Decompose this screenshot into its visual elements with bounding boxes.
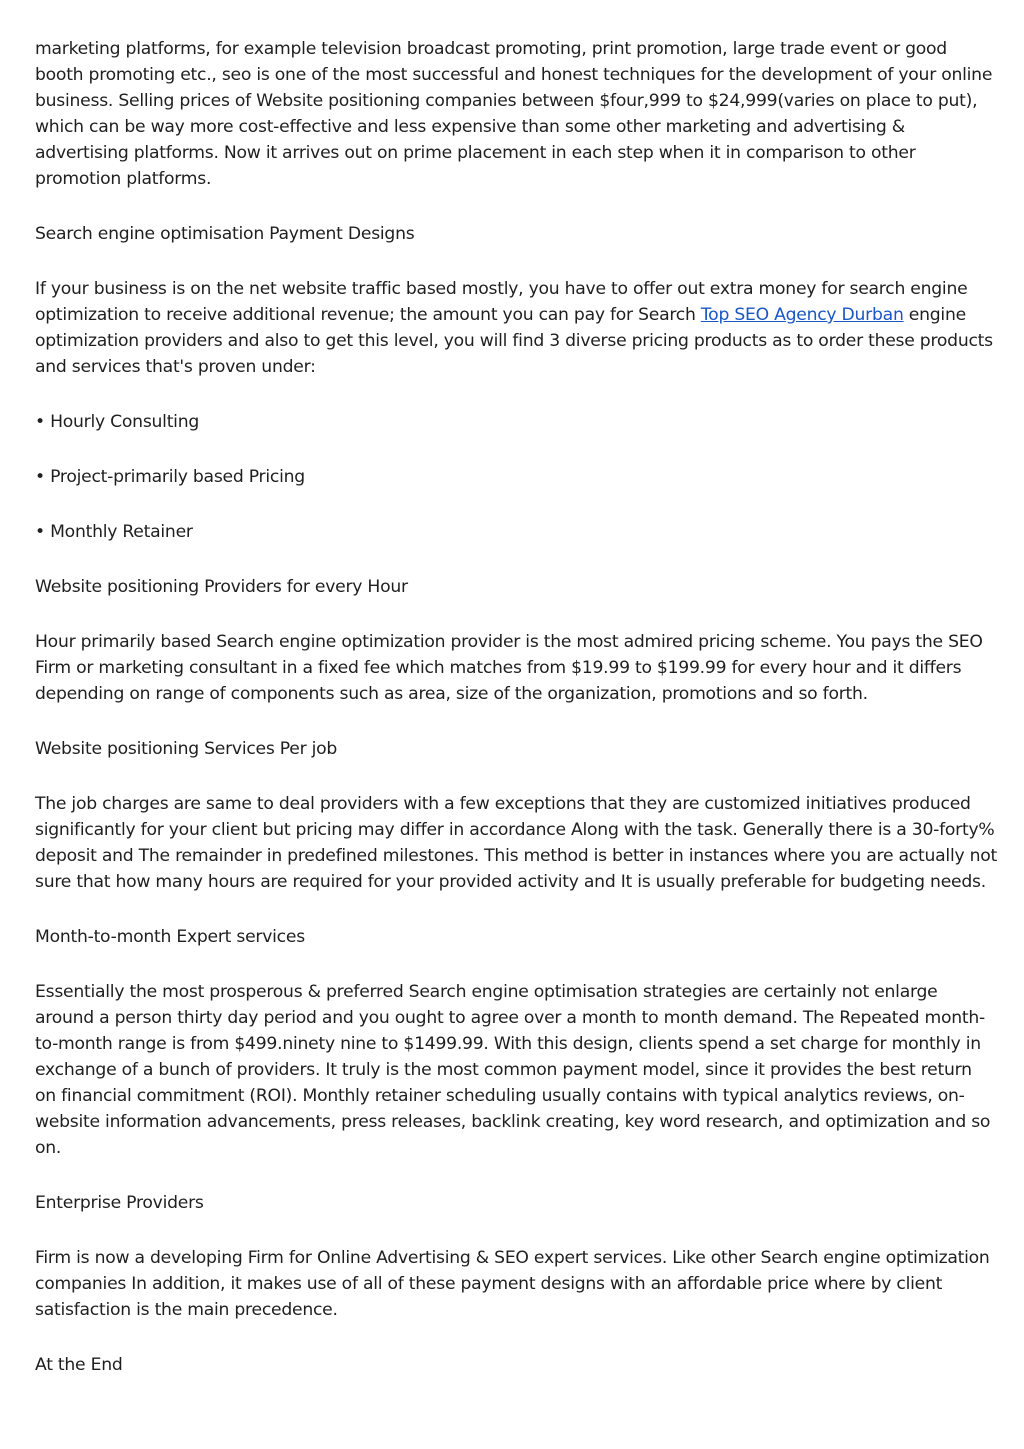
hourly-paragraph: Hour primarily based Search engine optimization provider is the most admired pricing scheme. You pays the SEO Firm or marketing consultant in a fixed fee which matches from $19.99 to $199.99 for every hour and it differs depending on range of components such as area, size of the organization, promotions and so forth. — [35, 632, 983, 704]
bullet-project-pricing: • Project-primarily based Pricing — [35, 467, 305, 487]
top-seo-agency-durban-link[interactable]: Top SEO Agency Durban — [700, 305, 904, 325]
enterprise-paragraph: Firm is now a developing Firm for Online Advertising & SEO expert services. Like other Search engine optimization companies In addition, it makes use of all of these payment designs with an affordable price where by client satisfaction is the main precedence. — [35, 1248, 990, 1320]
document-page — [35, 36, 997, 1407]
heading-per-hour: Website positioning Providers for every Hour — [35, 577, 408, 597]
heading-enterprise: Enterprise Providers — [35, 1193, 204, 1213]
pricing-intro-paragraph — [35, 276, 997, 380]
bullet-hourly-consulting: • Hourly Consulting — [35, 412, 200, 432]
heading-per-job: Website positioning Services Per job — [35, 739, 338, 759]
bullet-monthly-retainer: • Monthly Retainer — [35, 522, 193, 542]
per-job-paragraph: The job charges are same to deal providers with a few exceptions that they are customized initiatives produced significantly for your client but pricing may differ in accordance Along with the task. Generally there is a 30-forty% deposit and The remainder in predefined milestones. This method is better in instances where you are actually not sure that how many hours are required for your provided activity and It is usually preferable for budgeting needs. — [35, 794, 998, 892]
monthly-paragraph: Essentially the most prosperous & preferred Search engine optimisation strategies are certainly not enlarge around a person thirty day period and you ought to agree over a month to month demand. The Repeated month-to-month range is from $499.ninety nine to $1499.99. With this design, clients spend a set charge for monthly in exchange of a bunch of providers. It truly is the most common payment model, since it provides the best return on financial commitment (ROI). Monthly retainer scheduling usually contains with typical analytics reviews, on-website information advancements, press releases, backlink creating, key word research, and optimization and so on. — [35, 982, 991, 1158]
pricing-intro-text-start: If your business is on the net website traffic based mostly, you have to offer out extra money for search engine optimization to receive additional revenue; the amount you can pay for Search — [35, 279, 968, 325]
heading-payment-designs: Search engine optimisation Payment Designs — [35, 224, 415, 244]
intro-paragraph: marketing platforms, for example television broadcast promoting, print promotion, large trade event or good booth promoting etc., seo is one of the most successful and honest techniques for the development of your online business. Selling prices of Website positioning companies between $four,999 to $24,999(varies on place to put), which can be way more cost-effective and less expensive than some other marketing and advertising & advertising platforms. Now it arrives out on prime placement in each step when it in comparison to other promotion platforms. — [35, 39, 993, 189]
heading-monthly: Month-to-month Expert services — [35, 927, 305, 947]
heading-at-the-end: At the End — [35, 1355, 123, 1375]
pricing-intro-text-end: engine optimization providers and also to get this level, you will find 3 diverse pricing products as to order these products and services that's proven under: — [35, 305, 993, 377]
